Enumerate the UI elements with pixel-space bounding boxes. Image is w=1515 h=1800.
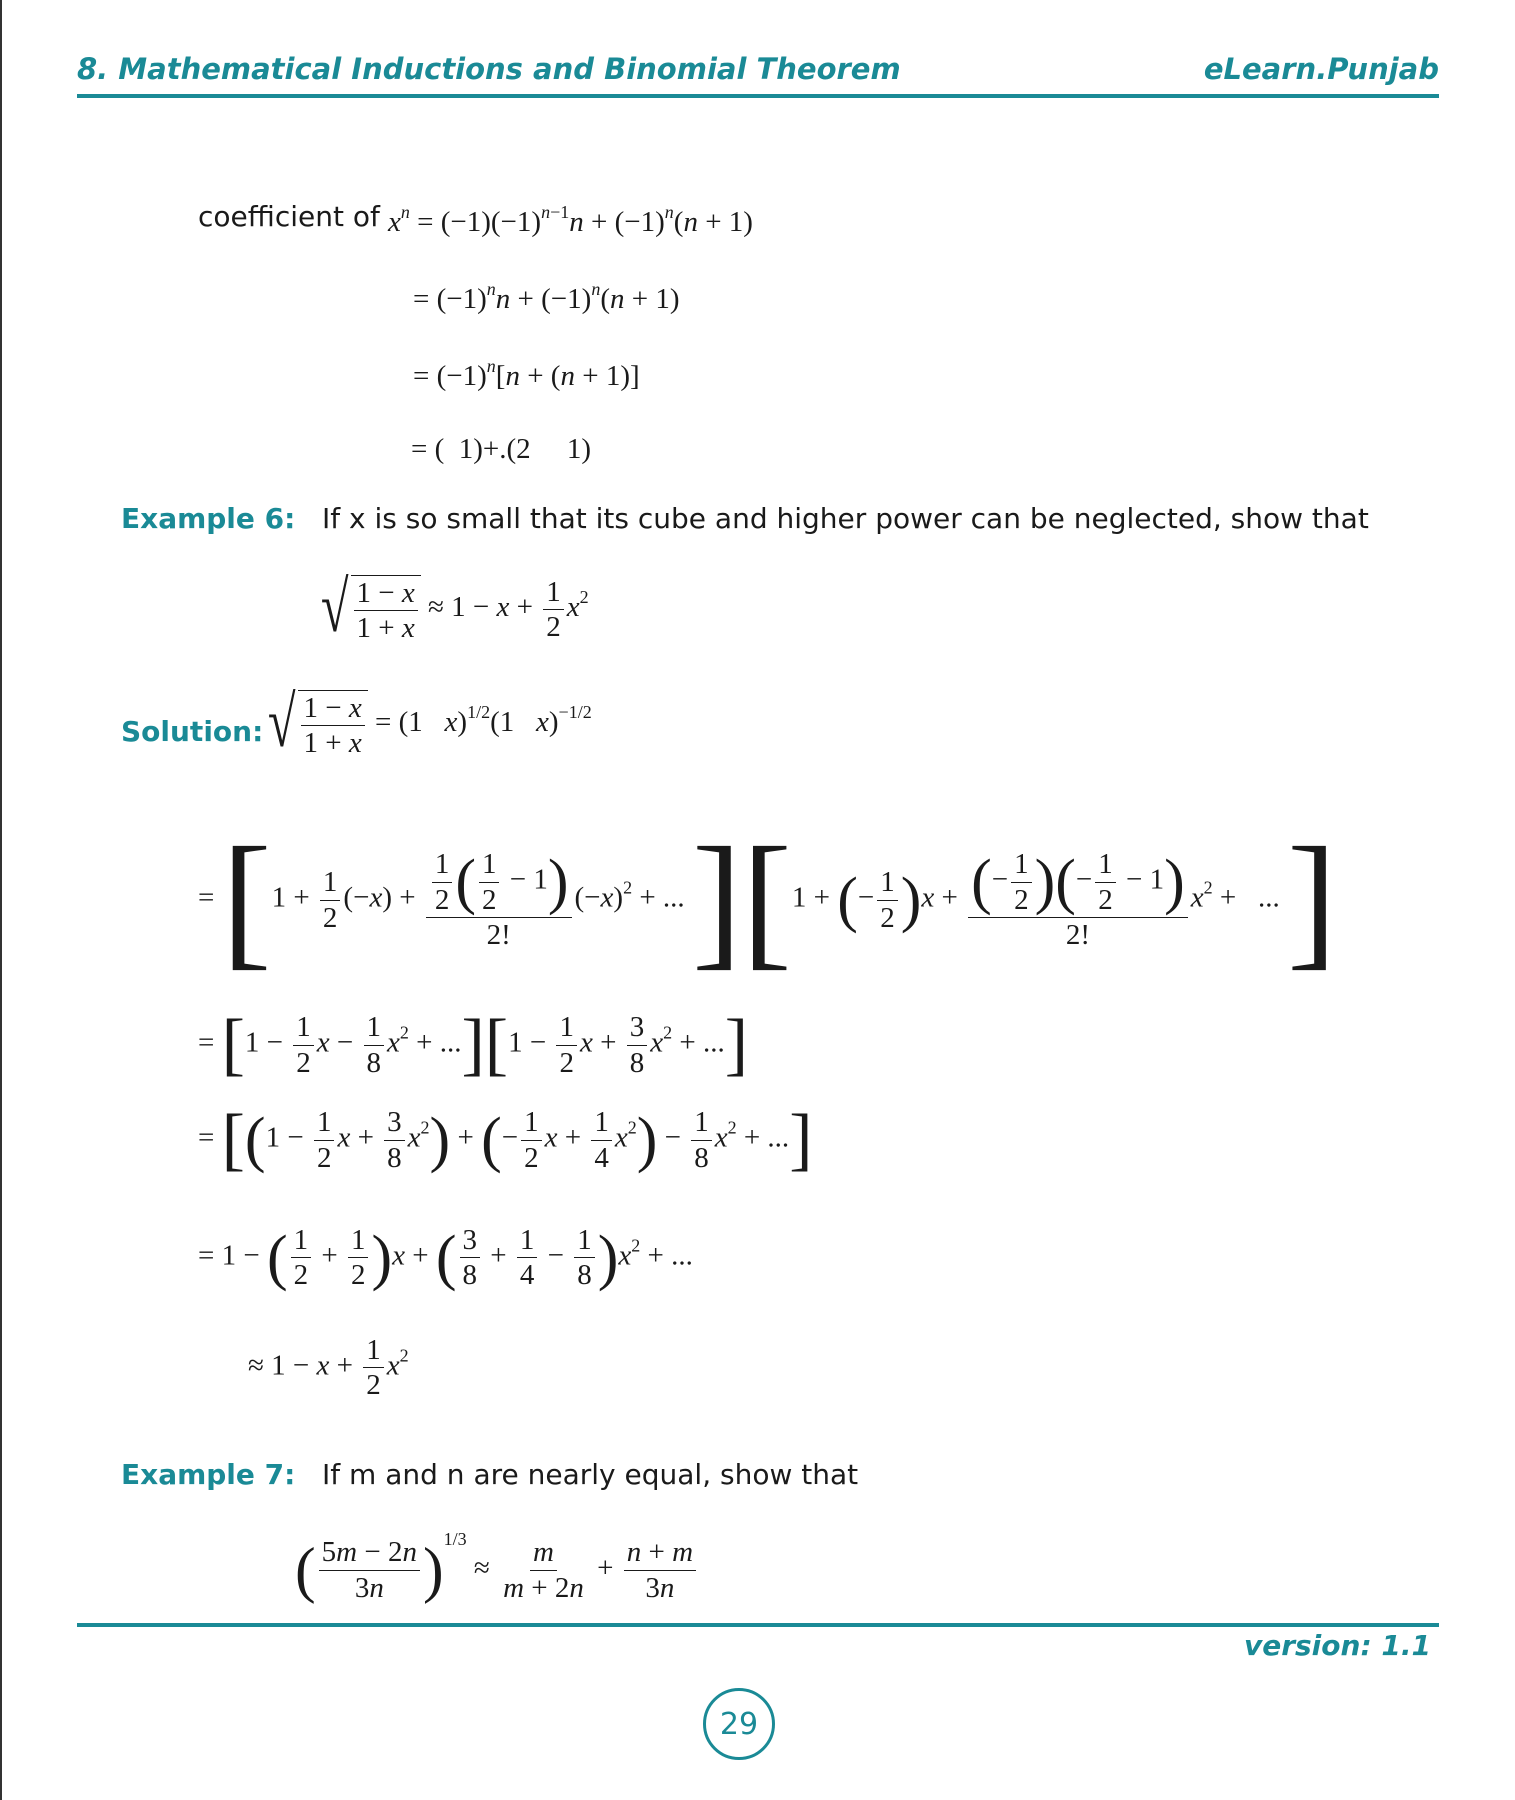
solution-line-3: = [1 − $\frac{1}{2}$ x − $\frac{1}{8}$ $x^2 + ...][1$ − $\frac{1}{2}$ x + $\frac{3}{8}$ $x^2$ + ...]: [198, 1006, 749, 1083]
version-label: version: 1.1: [1243, 1629, 1431, 1662]
example-7-target-equation: ( $\frac{5m - 2n}{3n}$ )$^{1/3}$ ≈ $\frac{m}{m + 2n}$ + $\frac{n + m}{3n}$: [295, 1530, 699, 1603]
example-6-statement: [121, 502, 1369, 535]
example-6-target-equation: √ $\frac{1 - x}{1 + x}$ ≈ 1 − x + $\frac{1}{2}$ $x^2$: [320, 567, 589, 647]
example-7-label: Example 7:: [121, 1458, 296, 1491]
example-7-statement: [121, 1458, 858, 1491]
solution-result: ≈ 1 − x + $\frac{1}{2}$ $x^2$: [248, 1334, 409, 1402]
coefficient-label: coefficient of: [198, 200, 380, 233]
chapter-title: 8. Mathematical Inductions and Binomial Theorem: [77, 52, 901, 86]
example-6-text: If x is so small that its cube and higher power can be neglected, show that: [322, 502, 1369, 535]
header-rule: [77, 94, 1439, 98]
equation-line-2: = $(-1)^nn + (-1)^n(n + 1)$: [413, 279, 680, 315]
equation-line-3: = $(-1)^n[n + (n + 1)]$: [413, 356, 640, 392]
solution-label: Solution:: [121, 715, 264, 748]
footer-rule: [77, 1623, 1439, 1627]
example-6-label: Example 6:: [121, 502, 296, 535]
equation-line-1: $x^n = (-1)(-1)^{n-1}n + (-1)^n(n + 1)$: [388, 202, 753, 238]
solution-line-4: = [(1 − $\frac{1}{2}$ x + $\frac{3}{8}$ $x^2$) + (− $\frac{1}{2}$ x + $\frac{1}{4}$ $x^2$) − $\frac{1}{8}$ $x^2$ + ...]: [198, 1101, 813, 1178]
example-7-text: If m and n are nearly equal, show that: [322, 1458, 859, 1491]
page-number-badge: [703, 1688, 775, 1760]
solution-line-1: √ $\frac{1 - x}{1 + x}$ = (1 x)$^{1/2}$(1 x)$^{-1/2}$: [267, 682, 592, 762]
solution-expansion-line: = [1 + $\frac{1}{2}$ (−x) + $\frac{1}{2}$ ( $\frac{1}{2}$ − 1) 2! $(-x)^2$ + ... ][1 + (− $\frac{1}{2}$ )x + (− $\frac{1}{2}$ )(− $\frac{1}{2}$ − 1) 2! $x^2$ + ... ]: [198, 817, 1337, 983]
solution-line-5: = 1 − ( $\frac{1}{2}$ + $\frac{1}{2}$ )x + ( $\frac{3}{8}$ + $\frac{1}{4}$ − $\frac{1}{8}$ )$x^2$ + ...: [198, 1223, 693, 1292]
page-number: 29: [719, 1706, 759, 1742]
equation-line-4: = ( 1)+.(2 1): [411, 433, 592, 465]
brand-name: eLearn.Punjab: [1203, 52, 1439, 86]
left-margin-rule: [0, 0, 2, 1800]
